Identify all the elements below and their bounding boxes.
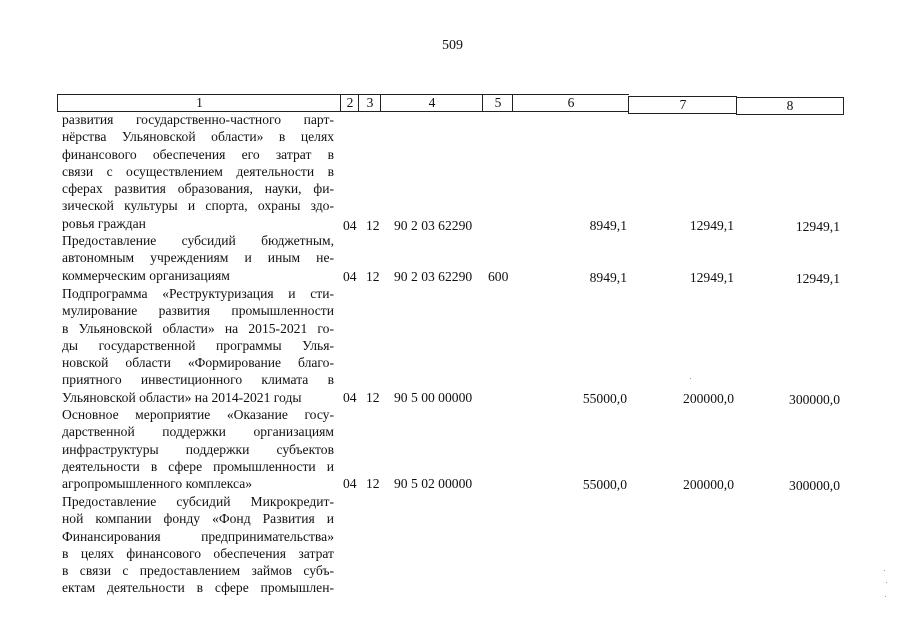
row-section: 04 xyxy=(343,218,357,233)
row-name-line: финансового обеспечения его затрат в xyxy=(62,146,334,162)
row-target-article: 90 5 00 00000 xyxy=(394,390,473,405)
row-amount-col7: 200000,0 xyxy=(683,477,734,492)
row-amount-col6: 55000,0 xyxy=(582,477,627,492)
row-name-line: в связи с предоставлением займов субъ- xyxy=(62,563,334,579)
row-amount-col7: 200000,0 xyxy=(683,391,734,406)
row-name xyxy=(62,111,334,232)
row-name-line: Финансирования предпринимательства» xyxy=(62,528,334,544)
row-subsection: 12 xyxy=(366,269,380,284)
header-col-3: 3 xyxy=(358,94,381,112)
row-name-line: деятельности в сфере промышленности и xyxy=(62,458,334,474)
header-col-5: 5 xyxy=(482,94,513,112)
scan-speck xyxy=(884,570,885,571)
row-name xyxy=(62,232,334,284)
row-amount-col6: 8949,1 xyxy=(589,270,627,285)
row-expense-type: 600 xyxy=(488,269,509,284)
row-name-line: инфраструктуры поддержки субъектов xyxy=(62,441,334,457)
row-name-line: ной компании фонду «Фонд Развития и xyxy=(62,511,334,527)
row-target-article: 90 5 02 00000 xyxy=(394,476,473,491)
row-name-line: Основное мероприятие «Оказание госу- xyxy=(62,407,334,422)
row-name xyxy=(62,406,334,492)
row-amount-col7: 12949,1 xyxy=(689,218,734,233)
header-col-8: 8 xyxy=(736,97,844,115)
row-name-line: мулирование развития промышленности xyxy=(62,303,334,319)
header-col-6: 6 xyxy=(512,94,629,112)
scan-speck xyxy=(690,378,691,379)
row-name-line: новской области «Формирование благо- xyxy=(62,355,334,371)
row-name-line: коммерческим организациям xyxy=(62,267,230,283)
row-subsection: 12 xyxy=(366,476,380,491)
row-amount-col6: 55000,0 xyxy=(582,391,627,406)
row-name xyxy=(62,493,334,597)
row-name-line: сферах развития образования, науки, фи- xyxy=(62,181,334,197)
scan-speck xyxy=(885,596,886,597)
row-name-line: зической культуры и спорта, охраны здо- xyxy=(62,198,334,214)
header-col-7: 7 xyxy=(628,96,737,114)
row-subsection: 12 xyxy=(366,390,380,405)
row-name-line: Ульяновской области» на 2014-2021 годы xyxy=(62,389,302,405)
row-target-article: 90 2 03 62290 xyxy=(394,269,473,284)
row-name-line: Предоставление субсидий Микрокредит- xyxy=(62,494,334,509)
row-amount-col8: 12949,1 xyxy=(795,271,840,286)
row-name-line: в Ульяновской области» на 2015-2021 го- xyxy=(62,320,334,336)
header-col-2: 2 xyxy=(340,94,359,112)
row-amount-col6: 8949,1 xyxy=(589,218,627,233)
row-amount-col8: 300000,0 xyxy=(789,392,840,407)
row-name-line: ровья граждан xyxy=(62,215,146,231)
row-section: 04 xyxy=(343,476,357,491)
row-section: 04 xyxy=(343,269,357,284)
page-number: 509 xyxy=(442,38,463,53)
row-section: 04 xyxy=(343,390,357,405)
scan-speck xyxy=(886,582,887,583)
row-name-line: в целях финансового обеспечения затрат xyxy=(62,545,334,561)
row-name-line: нёрства Ульяновской области» в целях xyxy=(62,129,334,145)
row-name-line: Предоставление субсидий бюджетным, xyxy=(62,233,334,248)
row-name-line: агропромышленного комплекса» xyxy=(62,476,253,492)
row-name-line: дарственной поддержки организациям xyxy=(62,424,334,440)
row-subsection: 12 xyxy=(366,218,380,233)
row-amount-col7: 12949,1 xyxy=(689,270,734,285)
row-name xyxy=(62,285,334,406)
row-name-line: Подпрограмма «Реструктуризация и сти- xyxy=(62,286,334,301)
row-target-article: 90 2 03 62290 xyxy=(394,218,473,233)
row-name-line: развития государственно-частного парт- xyxy=(62,112,334,127)
header-col-1: 1 xyxy=(57,94,341,112)
row-name-line: ектам деятельности в сфере промышлен- xyxy=(62,580,334,596)
row-name-line: приятного инвестиционного климата в xyxy=(62,372,334,388)
row-name-line: ды государственной программы Улья- xyxy=(62,337,334,353)
row-name-line: связи с осуществлением деятельности в xyxy=(62,163,334,179)
header-col-4: 4 xyxy=(380,94,483,112)
row-amount-col8: 12949,1 xyxy=(795,219,840,234)
row-name-line: автономным учреждениям и иным не- xyxy=(62,250,334,266)
row-amount-col8: 300000,0 xyxy=(789,478,840,493)
